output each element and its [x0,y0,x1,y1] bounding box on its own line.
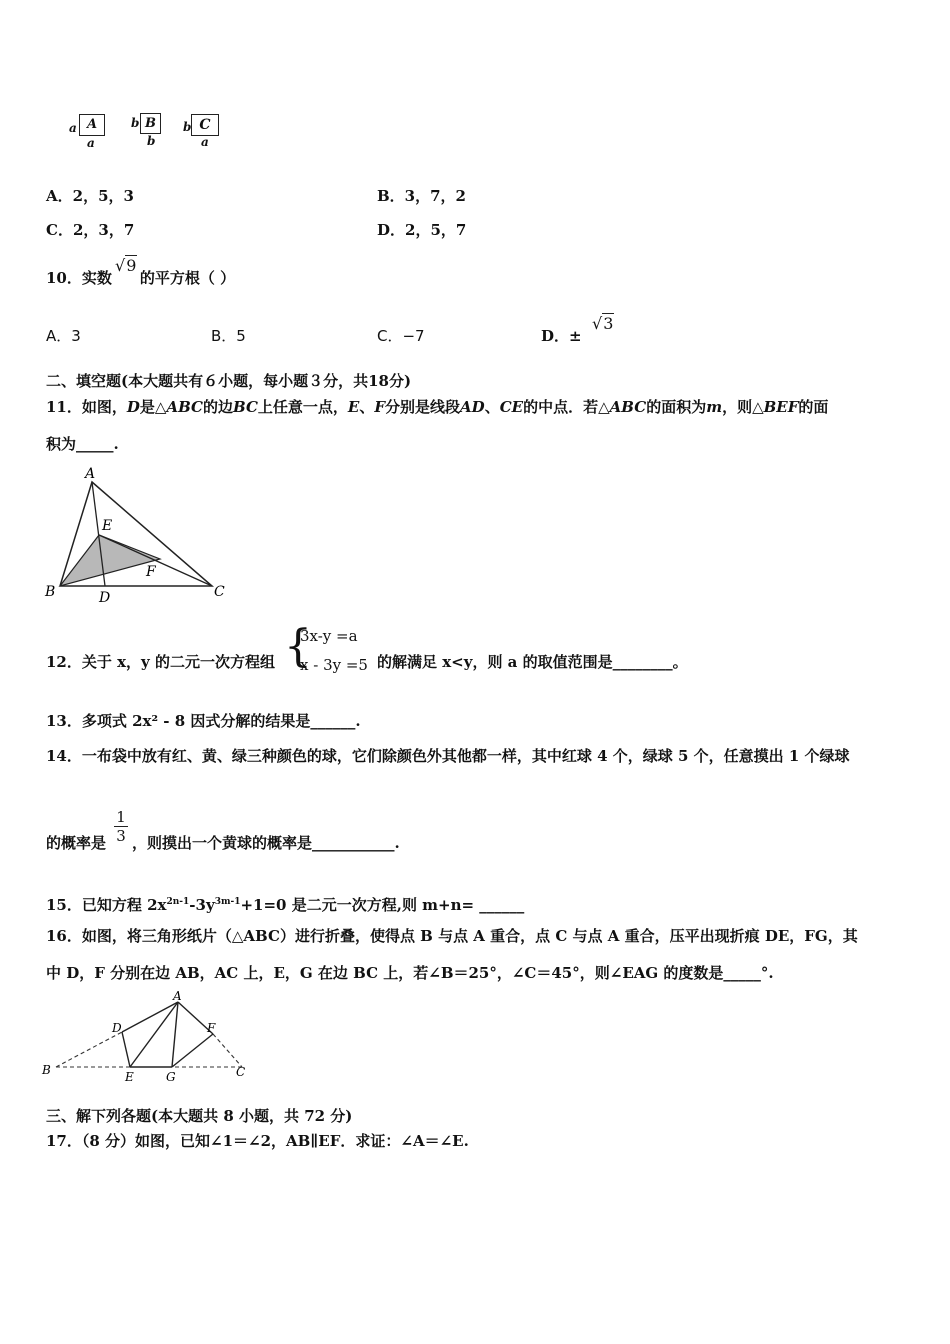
q11-line2: 积为_____. [46,435,119,453]
section3-title: 三、解下列各题(本大题共 8 小题，共 72 分) [46,1107,353,1125]
q9-option-c: C．2，3，7 [46,221,135,239]
q11-text-e: 分别是线段 [385,398,461,416]
q10-stem [46,268,235,288]
q16-label-c: C [236,1065,246,1079]
q10-option-d: D．± [541,327,582,345]
q11-CE: CE [499,398,524,416]
q12-suffix: 的解满足 x<y，则 a 的取值范围是________。 [377,653,688,671]
q11-text-a: 11．如图， [46,398,127,416]
q12-prefix: 12．关于 x，y 的二元一次方程组 [46,653,275,671]
q11-text-f: 的中点．若△ [523,398,610,416]
q9-fig-a-bottom: a [87,136,95,150]
q14-prefix: 的概率是 [46,834,107,852]
q11-D: D [126,398,140,416]
q11-line1 [46,397,828,417]
q10-option-b: B．5 [211,327,246,345]
q11-BC: BC [233,398,258,416]
q16-fold-de [122,1032,130,1067]
q11-E: E [347,398,360,416]
q16-label-e: E [125,1070,134,1084]
q16-line1: 16．如图，将三角形纸片（△ABC）进行折叠，使得点 B 与点 A 重合，点 C 与点 A 重合，压平出现折痕 DE，FG，其 [46,927,858,945]
q16-label-d: D [112,1021,122,1035]
q10-prefix: 10．实数 [46,269,112,287]
q16-segment-da [122,1002,178,1032]
q10-option-d-radicand: 3 [603,314,614,333]
q10-suffix: 的平方根（ ） [139,269,236,287]
q11-label-b: B [45,584,56,600]
q16-fold-figure [40,990,255,1085]
q11-F: F [374,398,386,416]
q11-sep: 、 [484,398,500,416]
q15-text [46,892,524,915]
q9-fig-c-side: b [183,120,192,134]
section2-title: 二、填空题(本大题共有６小题，每小题３分，共18分) [46,372,412,390]
q14-line2 [46,833,400,853]
q14-numerator: 1 [116,808,126,826]
q16-dashed-bd [56,1032,122,1067]
q14-fraction [114,808,128,845]
q16-line2: 中 D，F 分别在边 AB，AC 上，E，G 在边 BC 上，若∠B＝25°，∠C＝45°，则∠EAG 的度数是_____°. [46,964,774,982]
q9-fig-b-bottom: b [147,134,156,148]
q15-part-c: +1=0 是二元一次方程,则 m+n= ______ [240,896,525,914]
q10-option-a: A．3 [46,327,81,345]
q9-fig-c-box: C [191,114,219,136]
q15-part-b: -3y [189,896,215,914]
q11-label-f: F [146,564,156,580]
q10-option-d-sqrt: √3 [592,314,614,333]
q10-sqrt: √9 [115,256,137,275]
q11-label-e: E [102,518,113,534]
q12-equation-2: x - 3y =5 [300,656,368,674]
q11-comma: 、 [359,398,375,416]
q11-label-c: C [214,584,225,600]
q9-option-d: D．2，5，7 [377,221,467,239]
q17-text: 17．（8 分）如图，已知∠1＝∠2，AB∥EF．求证：∠A＝∠E. [46,1132,469,1150]
q16-label-b: B [42,1063,51,1077]
q9-fig-a-side: a [69,121,77,135]
q14-suffix: ，则摸出一个黄球的概率是___________. [132,834,400,852]
q11-text-g: 的面积为 [646,398,707,416]
q9-option-b: B．3，7，2 [377,187,466,205]
q16-segment-ae [130,1002,178,1067]
q11-BEF: BEF [763,398,799,416]
q9-fig-a-box: A [79,114,105,136]
q9-fig-c-bottom: a [201,135,209,149]
q11-triangle-figure [40,462,240,604]
q11-label-a: A [85,466,96,482]
q16-fold-fg [172,1034,213,1067]
q15-part-a: 15．已知方程 2x [46,896,167,914]
q16-segment-ag [172,1002,178,1067]
q11-text-i: 的面 [798,398,829,416]
q11-ABC2: ABC [609,398,647,416]
q13-text: 13．多项式 2x² - 8 因式分解的结果是______. [46,712,361,730]
q11-AD: AD [460,398,485,416]
q15-exponent-1: 2n-1 [166,897,190,907]
q11-text-c: 的边 [202,398,233,416]
q14-denominator: 3 [114,826,128,845]
q10-radicand: 9 [126,256,137,275]
q9-option-a: A．2，5，3 [46,187,134,205]
q10-option-c: C．−7 [377,327,425,345]
q11-text-h: ，则△ [722,398,764,416]
q11-ABC: ABC [166,398,203,416]
q16-dashed-fc [213,1034,242,1067]
q12-brace: { [284,621,312,672]
q9-fig-b-box: B [140,113,161,134]
q9-fig-b-side: b [131,116,140,130]
q11-text-d: 上任意一点， [257,398,348,416]
q11-m: m [706,398,723,416]
q16-label-a: A [173,990,182,1003]
q14-line1: 14．一布袋中放有红、黄、绿三种颜色的球，它们除颜色外其他都一样，其中红球 4 个，绿球 5 个，任意摸出 1 个绿球 [46,747,850,765]
q11-shaded-bef [60,535,160,586]
q11-label-d: D [99,590,111,604]
q15-exponent-2: 3m-1 [214,897,241,907]
q16-label-f: F [207,1021,216,1035]
q16-label-g: G [166,1070,176,1084]
q12-equation-1: 3x-y =a [300,627,358,645]
q11-text-b: 是△ [139,398,167,416]
